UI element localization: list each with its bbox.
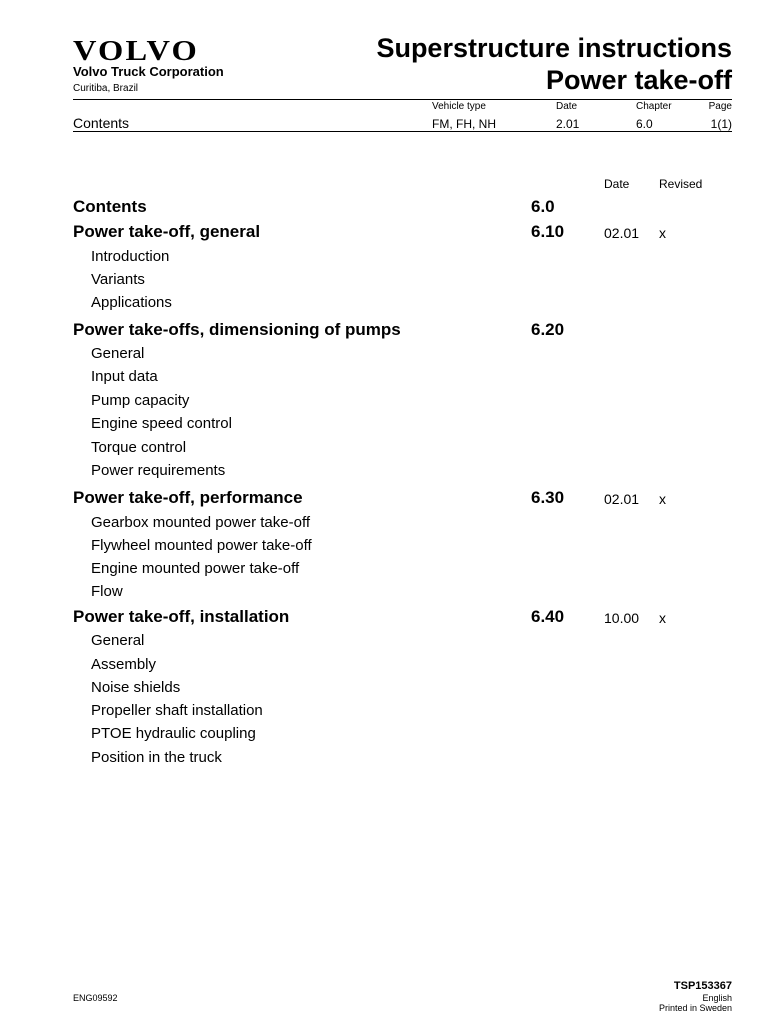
toc-section-revised: x: [659, 225, 666, 241]
toc-item: Gearbox mounted power take-off: [91, 514, 311, 531]
toc-section-date: 02.01: [604, 225, 640, 241]
toc-item: Applications: [91, 294, 172, 311]
header-section-name: Contents: [73, 115, 130, 131]
toc-section-title: Power take-offs, dimensioning of pumps: [73, 320, 401, 339]
company-name: Volvo Truck Corporation: [73, 64, 224, 79]
toc-item: Torque control: [91, 439, 187, 456]
toc-section-number: 6.20: [531, 320, 565, 339]
chapter-label: Chapter: [636, 101, 672, 112]
toc-item: Pump capacity: [91, 392, 190, 409]
toc-item: Noise shields: [91, 679, 181, 696]
vehicle-type-value: FM, FH, NH: [432, 117, 496, 131]
toc-section-title: Power take-off, performance: [73, 488, 303, 507]
column-date-header: Date: [604, 177, 630, 191]
vehicle-type-label: Vehicle type: [432, 101, 486, 112]
document-code: ENG09592: [73, 993, 118, 1003]
toc-item: Engine mounted power take-off: [91, 560, 300, 577]
page-value: 1(1): [710, 117, 732, 131]
toc-item: Variants: [91, 271, 145, 288]
printed-note: Printed in Sweden: [658, 1003, 732, 1013]
header-top-rule: [73, 99, 732, 100]
toc-section-number: 6.10: [531, 222, 565, 241]
toc-item: Introduction: [91, 248, 170, 265]
toc-item: General: [91, 345, 145, 362]
toc-section-number: 6.30: [531, 488, 565, 507]
toc-section-title: Power take-off, general: [73, 222, 261, 241]
toc-item: Propeller shaft installation: [91, 702, 263, 719]
document-subtitle: Power take-off: [545, 65, 732, 95]
toc-item: Position in the truck: [91, 749, 222, 766]
toc-item: Flywheel mounted power take-off: [91, 537, 312, 554]
toc-section-title: Contents: [73, 197, 147, 216]
header-bottom-rule: [73, 131, 732, 132]
toc-item: Power requirements: [91, 462, 226, 479]
toc-item: Engine speed control: [91, 415, 232, 432]
chapter-value: 6.0: [636, 117, 653, 131]
toc-section-number: 6.40: [531, 607, 565, 626]
toc-section-date: 02.01: [604, 491, 640, 507]
document-title: Superstructure instructions: [376, 33, 732, 63]
publication-number: TSP153367: [673, 980, 732, 992]
toc-section-number: 6.0: [531, 197, 555, 216]
page-label: Page: [708, 101, 732, 112]
date-label: Date: [556, 101, 578, 112]
toc-item: General: [91, 632, 145, 649]
toc-section-revised: x: [659, 491, 666, 507]
volvo-logo: VOLVO: [73, 35, 200, 67]
toc-item: Input data: [91, 368, 158, 385]
toc-section-title: Power take-off, installation: [73, 607, 290, 626]
language-note: English: [702, 993, 732, 1003]
date-value: 2.01: [556, 117, 580, 131]
toc-section-date: 10.00: [604, 610, 640, 626]
column-revised-header: Revised: [659, 177, 703, 191]
toc-item: Flow: [91, 583, 123, 600]
company-location: Curitiba, Brazil: [73, 83, 139, 94]
toc-section-revised: x: [659, 610, 666, 626]
toc-item: Assembly: [91, 656, 157, 673]
toc-item: PTOE hydraulic coupling: [91, 725, 256, 742]
